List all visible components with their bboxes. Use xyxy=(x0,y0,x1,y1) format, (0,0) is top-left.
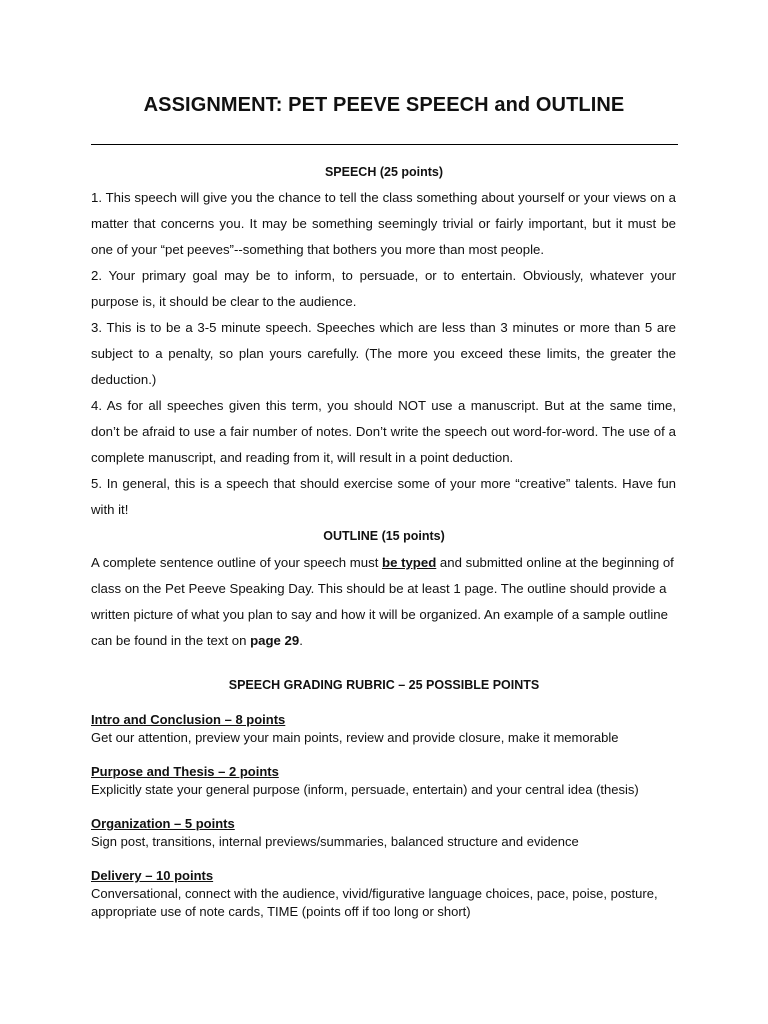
outline-text-2: and submitted online at the beginning of class on the Pet Peeve Speaking Day. This should be at least 1 page. The outline should provide a written picture of what you plan to say and how it will be organized. An example of a sample outline can be found in the text on xyxy=(91,555,674,648)
speech-item-5: 5. In general, this is a speech that should exercise some of your more “creative” talents. Have fun with it! xyxy=(91,476,676,517)
speech-instructions xyxy=(91,185,676,523)
rubric-item xyxy=(91,711,691,747)
outline-paragraph xyxy=(91,550,676,654)
rubric-item-heading: Purpose and Thesis – 2 points xyxy=(91,764,279,779)
rubric-item-text: Sign post, transitions, internal previews/summaries, balanced structure and evidence xyxy=(91,834,579,849)
rubric-item xyxy=(91,763,691,799)
rubric-item xyxy=(91,815,691,851)
rubric-item xyxy=(91,867,691,921)
rubric-item-text: Conversational, connect with the audience, vivid/figurative language choices, pace, poise, posture, appropriate use of note cards, TIME (points off if too long or short) xyxy=(91,886,658,919)
speech-item-1: 1. This speech will give you the chance to tell the class something about yourself or your views on a matter that concerns you. It may be something seemingly trivial or fairly important, but it must be one of your “pet peeves”--something that bothers you more than most people. xyxy=(91,190,676,257)
rubric-item-heading: Organization – 5 points xyxy=(91,816,235,831)
outline-text-1: A complete sentence outline of your speech must xyxy=(91,555,383,570)
rubric-item-text: Explicitly state your general purpose (inform, persuade, entertain) and your central idea (thesis) xyxy=(91,782,639,797)
page-title: ASSIGNMENT: PET PEEVE SPEECH and OUTLINE xyxy=(143,94,625,116)
speech-item-3: 3. This is to be a 3-5 minute speech. Speeches which are less than 3 minutes or more than 5 are subject to a penalty, so plan yours carefully. (The more you exceed these limits, the greater the deduction.) xyxy=(91,320,676,387)
outline-emphasis: be typed xyxy=(382,555,437,570)
speech-heading: SPEECH (25 points) xyxy=(324,165,444,179)
title-divider xyxy=(91,144,678,145)
speech-item-4: 4. As for all speeches given this term, you should NOT use a manuscript. But at the same time, don’t be afraid to use a fair number of notes. Don’t write the speech out word-for-word. The use of a complete manuscript, and reading from it, will result in a point deduction. xyxy=(91,398,676,465)
rubric-item-heading: Delivery – 10 points xyxy=(91,868,214,883)
outline-page-ref: page 29 xyxy=(250,633,300,648)
outline-heading: OUTLINE (15 points) xyxy=(323,529,445,543)
outline-text-3: . xyxy=(299,633,303,648)
rubric-heading: SPEECH GRADING RUBRIC – 25 POSSIBLE POINTS xyxy=(228,678,540,692)
speech-item-2: 2. Your primary goal may be to inform, to persuade, or to entertain. Obviously, whatever your purpose is, it should be clear to the audience. xyxy=(91,268,676,309)
rubric-item-heading: Intro and Conclusion – 8 points xyxy=(91,712,286,727)
rubric-item-text: Get our attention, preview your main points, review and provide closure, make it memorable xyxy=(91,730,619,745)
